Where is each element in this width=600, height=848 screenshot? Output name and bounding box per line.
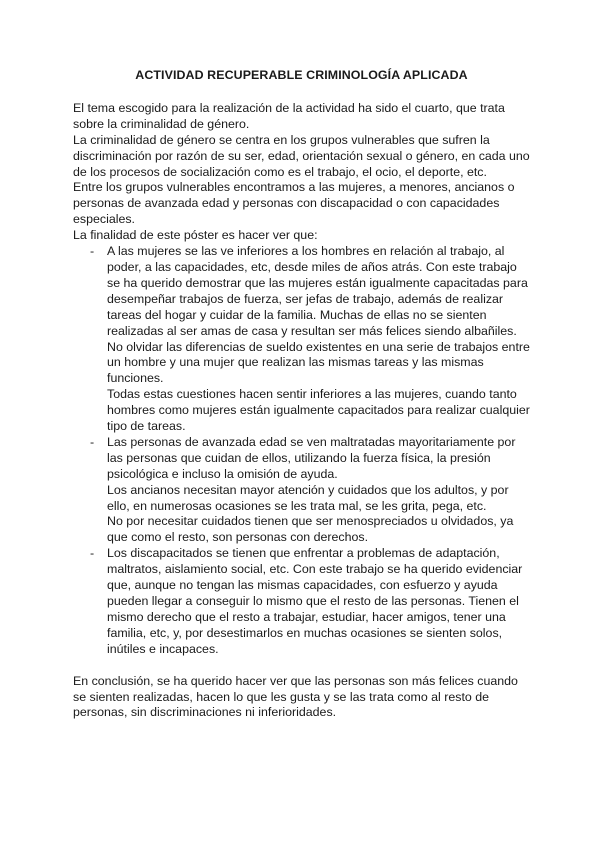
list-item-paragraph: Los discapacitados se tienen que enfrentar a problemas de adaptación, maltratos, aislamiento social, etc. Con este trabajo se ha querido evidenciar que, aunque no tengan las mismas capacidades, con esfuerzo y ayuda pueden llegar a conseguir lo mismo que el resto de las personas. Tienen el mismo derecho que el resto a trabajar, estudiar, hacer amigos, tener una familia, etc, y, por desestimarlos en muchas ocasiones se sienten solos, inútiles e incapaces. [107,546,523,656]
list-item-paragraph: No por necesitar cuidados tienen que ser menospreciados u olvidados, ya que como el resto, son personas con derechos. [107,514,514,545]
list-dash-marker: - [90,244,95,259]
intro-paragraph-groups: Entre los grupos vulnerables encontramos a las mujeres, a menores, ancianos o personas de avanzada edad y personas con discapacidad o con capacidades especiales. [73,180,515,227]
list-item-paragraph: Todas estas cuestiones hacen sentir inferiores a las mujeres, cuando tanto hombres como mujeres están igualmente capacitados para realizar cualquier tipo de tareas. [107,387,530,434]
list-item-disabled [73,546,530,657]
list-item-women [73,244,530,435]
intro-paragraph-topic: El tema escogido para la realización de la actividad ha sido el cuarto, que trata sobre la criminalidad de género. [73,100,505,131]
list-dash-marker: - [90,546,95,561]
list-item-paragraph: A las mujeres se las ve inferiores a los hombres en relación al trabajo, al poder, a las capacidades, etc, desde miles de años atrás. Con este trabajo se ha querido demostrar que las mujeres están igualmente capacitadas para desempeñar trabajos de fuerza, ser jefas de trabajo, además de realizar tareas del hogar y cuidar de la familia. Muchas de ellas no se sienten realizadas al ser amas de casa y resultan ser más felices siendo albañiles. [107,244,528,338]
list-item-paragraph: Los ancianos necesitan mayor atención y cuidados que los adultos, y por ello, en numerosas ocasiones se les trata mal, se les grita, pega, etc. [107,482,509,513]
purpose-list [73,244,530,658]
list-item-paragraph: No olvidar las diferencias de sueldo existentes en una serie de trabajos entre un hombre y una mujer que realizan las mismas tareas y las mismas funciones. [107,339,530,386]
list-dash-marker: - [90,434,95,449]
list-item-paragraph: Las personas de avanzada edad se ven maltratadas mayoritariamente por las personas que cuidan de ellos, utilizando la fuerza física, la presión psicológica e incluso la omisión de ayuda. [107,434,516,481]
document-title: ACTIVIDAD RECUPERABLE CRIMINOLOGÍA APLICADA [135,68,468,82]
conclusion-paragraph: En conclusión, se ha querido hacer ver que las personas son más felices cuando se sienten realizadas, hacen lo que les gusta y se las trata como al resto de personas, sin discriminaciones ni inferioridades. [73,673,518,720]
list-item-elderly [73,435,530,546]
paragraph-spacer [73,658,530,674]
intro-paragraph-purpose: La finalidad de este póster es hacer ver que: [73,228,318,243]
intro-paragraph-definition: La criminalidad de género se centra en los grupos vulnerables que sufren la discriminación por razón de su ser, edad, orientación sexual o género, en cada uno de los procesos de socialización como es el trabajo, el ocio, el deporte, etc. [73,132,530,179]
